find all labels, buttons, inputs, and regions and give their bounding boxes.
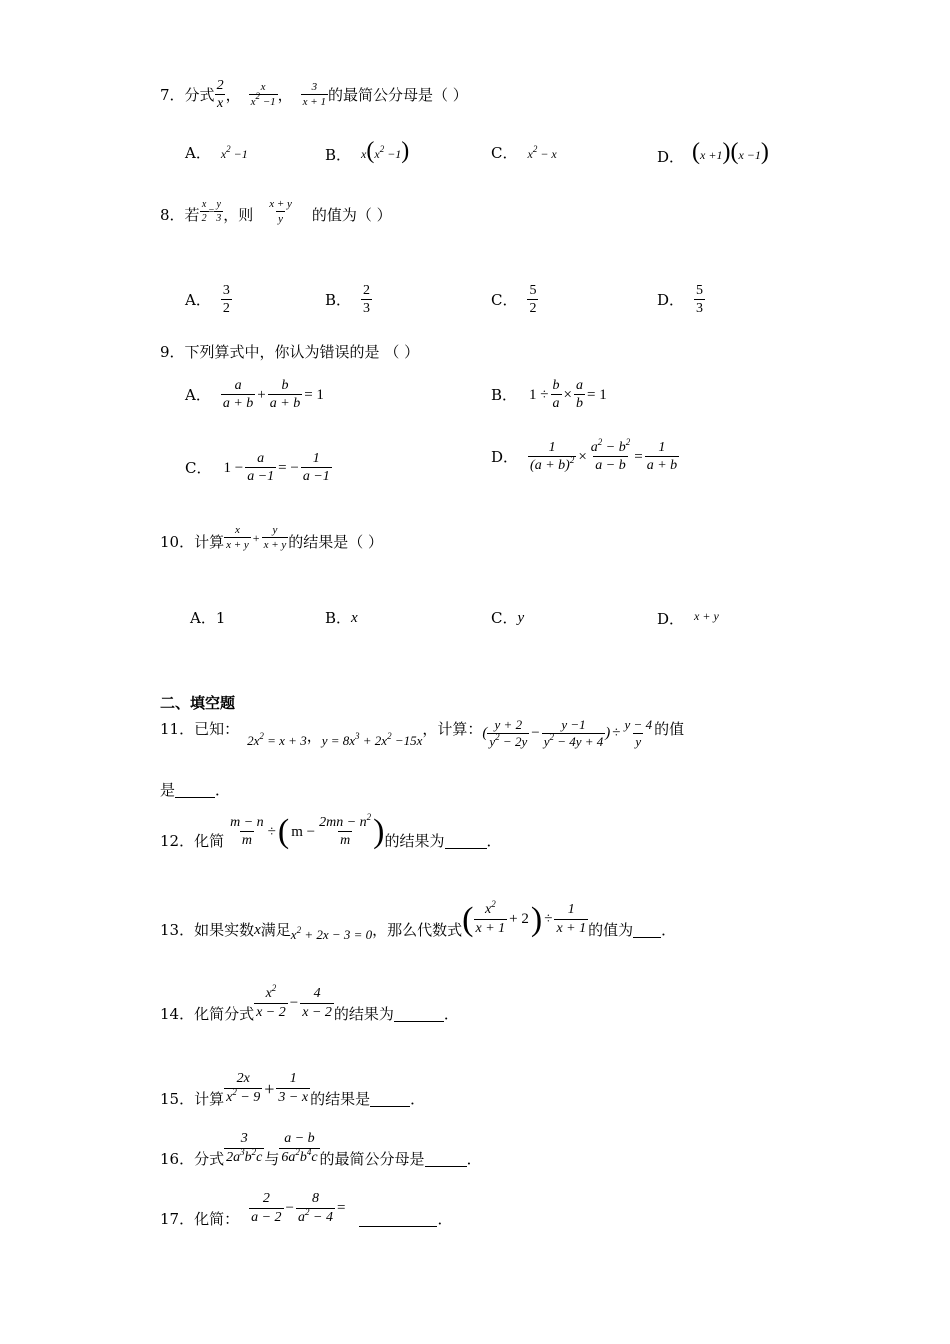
- q7-separator: ，: [277, 85, 293, 104]
- q12-end: ．: [486, 831, 502, 850]
- q9-option-a-label: A．: [185, 385, 211, 404]
- q12-expression: $\frac{m - n}{m}$ ÷ ( m − $\frac{2mn - n^2}{m}$ ): [230, 812, 385, 851]
- q10-option-a: A．1: [190, 609, 226, 627]
- q10-option-d-expr: x + y: [694, 608, 719, 623]
- q11-condition-1: $2x^2 = x + 3$: [247, 731, 307, 749]
- q11-expression: ( $\frac{y + 2}{y^2 - 2y}$ − $\frac{y -1}{y^2 - 4y + 4}$ ) ÷ $\frac{y - 4}{y}$: [482, 717, 653, 749]
- q17-number: 17．化简：: [160, 1210, 240, 1228]
- q15-end: ．: [410, 1090, 426, 1108]
- q16-fraction-2: $\frac{a - b}{6a^2b^4c}$: [281, 1131, 318, 1165]
- question-12-stem: [160, 812, 502, 851]
- q8-option-c-expr: $\frac{5}{2}$: [529, 283, 537, 317]
- q8-option-d-label: D．: [657, 290, 685, 309]
- question-13-stem: [160, 898, 676, 941]
- q8-option-d: [657, 283, 705, 317]
- q8-prefix: 若: [184, 206, 200, 225]
- question-8-stem: 8． 若 $\frac{x}{2}$ = $\frac{y}{3}$ ，则 $\frac{x + y}{y}$ 的值为（ ）: [160, 198, 392, 225]
- q17-answer-blank[interactable]: [359, 1212, 437, 1227]
- q10-option-b-value: x: [351, 610, 358, 626]
- q9-option-c-expr: 1 − $\frac{a}{a -1}$ = − $\frac{1}{a -1}$: [223, 451, 330, 485]
- q9-option-d-label: D．: [491, 447, 519, 466]
- q15-suffix: 的结果是: [310, 1090, 371, 1108]
- q8-option-d-expr: $\frac{5}{3}$: [696, 283, 704, 317]
- q14-expression: $\frac{x^2}{x - 2}$ − $\frac{4}{x - 2}$: [256, 983, 332, 1020]
- q9-option-b-label: B．: [491, 385, 518, 404]
- q16-number: 16．分式: [160, 1150, 225, 1168]
- q7-option-d: [657, 138, 769, 165]
- q7-option-c-expr: $x^2 - x$: [527, 143, 557, 161]
- q7-option-d-expr: (x +1)(x −1): [692, 138, 769, 165]
- q15-number: 15．计算: [160, 1090, 225, 1108]
- q14-suffix: 的结果为: [333, 1005, 394, 1023]
- q11-end: ．: [215, 781, 231, 799]
- q11-compute: ，计算：: [422, 720, 483, 739]
- q8-fraction-expression: $\frac{x + y}{y}$: [269, 198, 292, 225]
- question-14-stem: [160, 985, 459, 1022]
- q17-expression: $\frac{2}{a - 2}$ − $\frac{8}{a^2 - 4}$ =: [251, 1191, 346, 1225]
- q7-option-b: [325, 138, 409, 163]
- q14-number: 14．化简分式: [160, 1005, 255, 1023]
- q10-option-c-label: C．: [491, 609, 518, 627]
- q10-option-c-value: y: [517, 610, 525, 626]
- q9-option-a-expr: $\frac{a}{a + b}$ + $\frac{b}{a + b}$ = 1: [222, 378, 324, 412]
- q15-answer-blank[interactable]: [370, 1092, 410, 1107]
- q10-option-c: [491, 611, 524, 626]
- q13-suffix: 的值为: [588, 921, 634, 939]
- q7-option-c: [491, 143, 557, 162]
- q13-end: ．: [661, 921, 677, 939]
- q11-suffix: 的值: [654, 720, 685, 739]
- question-9-stem: 9．下列算式中，你认为错误的是 （ ）: [160, 343, 420, 361]
- q13-cond: 满足: [260, 921, 291, 939]
- q13-var: x: [254, 922, 261, 938]
- q11-number: 11．已知：: [160, 720, 240, 739]
- q7-option-d-label: D．: [657, 148, 685, 166]
- question-7-stem: [160, 78, 468, 112]
- q17-end: ．: [437, 1210, 453, 1228]
- q9-option-d: [491, 437, 679, 474]
- q14-end: ．: [443, 1005, 459, 1023]
- q16-mid: 与: [264, 1150, 280, 1168]
- q11-line2-text: 是: [160, 781, 176, 799]
- q8-then: ，则: [223, 206, 254, 225]
- q8-fraction-y-over-3: $\frac{y}{3}$: [216, 199, 222, 224]
- q10-number: 10．计算: [160, 533, 225, 552]
- q9-option-b-expr: 1 ÷ $\frac{b}{a}$ × $\frac{a}{b}$ = 1: [529, 378, 607, 412]
- question-17-stem: [160, 1190, 452, 1227]
- q9-option-c-label: C．: [185, 458, 212, 477]
- q7-option-c-label: C．: [491, 144, 518, 162]
- q16-fraction-1: $\frac{3}{2a^3b^2c}$: [226, 1131, 263, 1165]
- question-16-stem: [160, 1130, 482, 1167]
- q7-option-b-label: B．: [325, 146, 352, 164]
- q7-suffix: 的最简公分母是（ ）: [327, 85, 468, 104]
- q8-suffix: 的值为（ ）: [311, 206, 392, 225]
- q13-mid: ，那么代数式: [372, 921, 463, 939]
- q11-answer-blank[interactable]: [175, 783, 215, 798]
- q12-answer-blank[interactable]: [445, 834, 487, 849]
- q7-number: 7．: [160, 85, 185, 104]
- q12-suffix: 的结果为: [384, 831, 445, 850]
- q8-option-b-expr: $\frac{2}{3}$: [363, 283, 371, 317]
- q7-option-a-label: A．: [185, 144, 211, 162]
- q7-option-b-expr: $x(x^2 -1)$: [361, 137, 410, 164]
- q8-option-b: [325, 283, 372, 317]
- question-11-stem: 11．已知： $2x^2 = x + 3$ ， $y = 8x^3 + 2x^2 -15x$ ，计算： ( $\frac{y + 2}{y^2 - 2y}$ − $\frac{y -1}{y^2 - 4y + 4}$ ) ÷ $\frac{y - 4}{y}$ 的值: [160, 717, 685, 749]
- q8-fraction-x-over-2: $\frac{x}{2}$: [201, 199, 207, 224]
- question-10-stem: [160, 524, 383, 551]
- q8-number: 8．: [160, 206, 185, 225]
- q8-option-a-expr: $\frac{3}{2}$: [222, 283, 230, 317]
- q8-option-c: [491, 283, 538, 317]
- q7-separator: ，: [225, 85, 241, 104]
- q8-option-c-label: C．: [491, 290, 518, 309]
- q16-suffix: 的最简公分母是: [319, 1150, 425, 1168]
- q9-option-b: [491, 378, 609, 412]
- q11-line-2: [160, 783, 230, 798]
- q13-number: 13．如果实数: [160, 921, 255, 939]
- q13-expression: ( $\frac{x^2}{x + 1}$ + 2 ) ÷ $\frac{1}{x + 1}$: [462, 899, 587, 938]
- q10-option-d: [657, 604, 719, 627]
- q7-option-a: [185, 143, 248, 162]
- q16-end: ．: [466, 1150, 482, 1168]
- question-15-stem: [160, 1070, 425, 1107]
- q10-expression: $\frac{x}{x + y}$ + $\frac{y}{x + y}$: [226, 524, 287, 551]
- q12-number: 12．化简: [160, 831, 225, 850]
- q10-suffix: 的结果是（ ）: [288, 533, 384, 552]
- q9-option-c: [185, 451, 332, 485]
- q16-answer-blank[interactable]: [425, 1152, 467, 1167]
- q7-prefix: 分式: [184, 85, 215, 104]
- q7-fraction-1: $\frac{2}{x}$: [216, 78, 224, 112]
- q13-equation: $x^2 + 2x - 3 = 0$: [290, 925, 373, 942]
- q15-expression: $\frac{2x}{x^2 - 9}$ + $\frac{1}{3 - x}$: [226, 1071, 309, 1105]
- q7-option-a-expr: $x^2 -1$: [220, 143, 248, 161]
- section-2-title: 二、填空题: [160, 694, 236, 712]
- q10-option-b: [325, 611, 358, 626]
- q14-answer-blank[interactable]: [394, 1007, 444, 1022]
- q11-condition-2: $y = 8x^3 + 2x^2 -15x$: [321, 731, 423, 749]
- q9-option-d-expr: $\frac{1}{(a + b)^2}$ × $\frac{a^2 - b^2}{a - b}$ = $\frac{1}{a + b}$: [530, 437, 678, 474]
- q8-option-a-label: A．: [185, 290, 211, 309]
- q10-option-d-label: D．: [657, 610, 685, 628]
- q10-option-b-label: B．: [325, 609, 352, 627]
- q7-fraction-2: $\frac{x}{x^2 -1}$: [250, 81, 276, 109]
- q9-option-a: [185, 378, 326, 412]
- q8-option-a: [185, 283, 232, 317]
- q8-option-b-label: B．: [325, 290, 352, 309]
- q13-answer-blank[interactable]: [633, 923, 661, 938]
- q7-fraction-3: $\frac{3}{x + 1}$: [302, 81, 326, 109]
